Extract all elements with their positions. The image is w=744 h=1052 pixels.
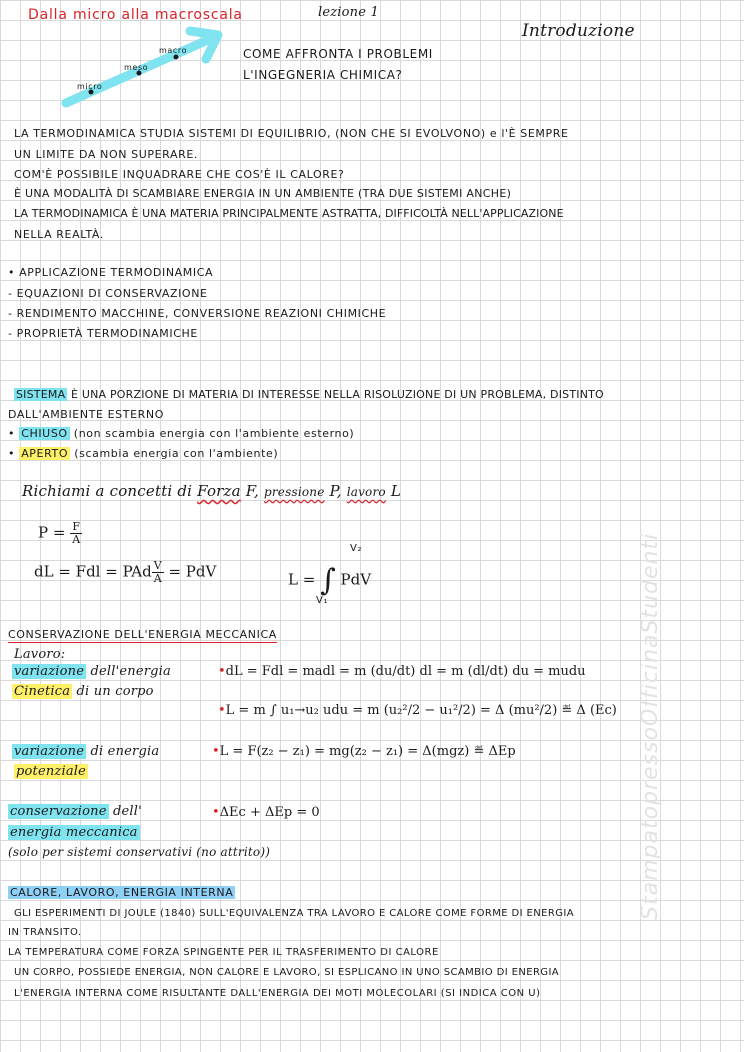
pressure-formula: P = $\frac{F}{A}$	[38, 520, 81, 546]
calore-heading: CALORE, LAVORO, ENERGIA INTERNA	[10, 886, 234, 899]
pressione-word: pressione	[263, 485, 325, 499]
intro-line-5: LA TERMODINAMICA È UNA MATERIA PRINCIPALMENTE ASTRATTA, DIFFICOLTÀ NELL'APPLICAZIONE	[14, 207, 564, 220]
intro-line-2: UN LIMITE DA NON SUPERARE.	[14, 148, 198, 161]
bullet-item: • APPLICAZIONE TERMODINAMICA	[8, 266, 214, 279]
l-symbol: L	[390, 482, 401, 500]
work-integral-formula: L = ∫ PdV	[288, 563, 372, 598]
sistema-term: SISTEMA	[16, 388, 66, 401]
conservazione-energia-line1: conservazione dell'	[10, 804, 142, 819]
integral-upper-limit: V₂	[350, 543, 363, 554]
sistema-aperto: • APERTO (scambia energia con l'ambiente)	[8, 447, 279, 460]
kinetic-equation-2: •L = m ∫ u₁→u₂ udu = m (u₂²/2 − u₁²/2) = Δ (mu²/2) ≝ Δ (Ec)	[218, 703, 617, 718]
lavoro-label: Lavoro:	[14, 647, 66, 662]
bullet-item: - EQUAZIONI DI CONSERVAZIONE	[8, 287, 208, 300]
p-symbol: P,	[329, 482, 342, 500]
sistema-definition	[14, 388, 604, 402]
intro-line-4: È UNA MODALITÀ DI SCAMBIARE ENERGIA IN UN AMBIENTE (TRA DUE SISTEMI ANCHE)	[14, 187, 512, 200]
scale-label-meso: meso	[124, 63, 149, 72]
lavoro-word: lavoro	[346, 485, 386, 499]
intro-line-3: COM'È POSSIBILE INQUADRARE CHE COS'È IL CALORE?	[14, 168, 345, 181]
bullet-item: - PROPRIETÀ TERMODINAMICHE	[8, 327, 198, 340]
conservazione-heading: CONSERVAZIONE DELL'ENERGIA MECCANICA	[8, 628, 277, 641]
calore-line-1: GLI ESPERIMENTI DI JOULE (1840) SULL'EQUIVALENZA TRA LAVORO E CALORE COME FORME DI ENERGIA	[14, 908, 574, 919]
work-differential-formula: dL = Fdl = PAd $\frac{V}{A}$ = PdV	[34, 559, 217, 585]
sistema-def-line-2: DALL'AMBIENTE ESTERNO	[8, 408, 164, 421]
page-title: Dalla micro alla macroscala	[28, 7, 243, 23]
sistema-def-text: È UNA PORZIONE DI MATERIA DI INTERESSE NELLA RISOLUZIONE DI UN PROBLEMA, DISTINTO	[71, 388, 604, 401]
variazione-cinetica-line2: Cinetica di un corpo	[14, 684, 154, 699]
lesson-label: lezione 1	[318, 5, 379, 20]
richiami-line	[22, 484, 401, 499]
watermark-text: StampatopressoOfficinaStudenti	[638, 532, 663, 920]
aperto-desc: (scambia energia con l'ambiente)	[74, 447, 279, 460]
sistema-chiuso: • CHIUSO (non scambia energia con l'ambiente esterno)	[8, 427, 355, 440]
conservation-equation: •ΔEc + ΔEp = 0	[212, 805, 320, 820]
conservazione-energia-line2: energia meccanica	[10, 825, 138, 840]
kinetic-equation-1: •dL = Fdl = madl = m (du/dt) dl = m (dl/dt) du = mudu	[218, 664, 586, 679]
richiami-prefix: Richiami a concetti di	[22, 482, 193, 500]
calore-line-3: LA TEMPERATURA COME FORZA SPINGENTE PER IL TRASFERIMENTO DI CALORE	[8, 947, 439, 958]
scale-label-micro: micro	[77, 82, 103, 91]
question-line-2: L'INGEGNERIA CHIMICA?	[243, 68, 403, 82]
chiuso-term: CHIUSO	[21, 427, 68, 440]
intro-line-6: NELLA REALTÀ.	[14, 228, 104, 241]
conservazione-note: (solo per sistemi conservativi (no attrito))	[8, 845, 271, 859]
potential-equation: •L = F(z₂ − z₁) = mg(z₂ − z₁) = Δ(mgz) ≝ ΔEp	[212, 744, 516, 759]
variazione-potenziale-line2: potenziale	[16, 764, 87, 779]
scale-label-macro: macro	[159, 46, 188, 55]
forza-word: Forza	[197, 482, 241, 500]
calore-line-5: L'ENERGIA INTERNA COME RISULTANTE DALL'ENERGIA DEI MOTI MOLECOLARI (SI INDICA CON U)	[14, 988, 541, 999]
section-title: Introduzione	[522, 21, 635, 41]
intro-line-1: LA TERMODINAMICA STUDIA SISTEMI DI EQUILIBRIO, (NON CHE SI EVOLVONO) e l'È SEMPRE	[14, 127, 569, 140]
calore-line-2: IN TRANSITO.	[8, 927, 82, 938]
aperto-term: APERTO	[21, 447, 69, 460]
bullet-item: - RENDIMENTO MACCHINE, CONVERSIONE REAZIONI CHIMICHE	[8, 307, 387, 320]
variazione-potenziale-line1: variazione di energia	[14, 744, 160, 759]
question-line-1: COME AFFRONTA I PROBLEMI	[243, 47, 433, 61]
variazione-cinetica-line1: variazione dell'energia	[14, 664, 171, 679]
integral-lower-limit: V₁	[316, 595, 329, 606]
chiuso-desc: (non scambia energia con l'ambiente esterno)	[73, 427, 355, 440]
f-symbol: F,	[245, 482, 260, 500]
calore-line-4: UN CORPO, POSSIEDE ENERGIA, NON CALORE E LAVORO, SI ESPLICANO IN UNO SCAMBIO DI ENERGIA	[14, 967, 560, 978]
